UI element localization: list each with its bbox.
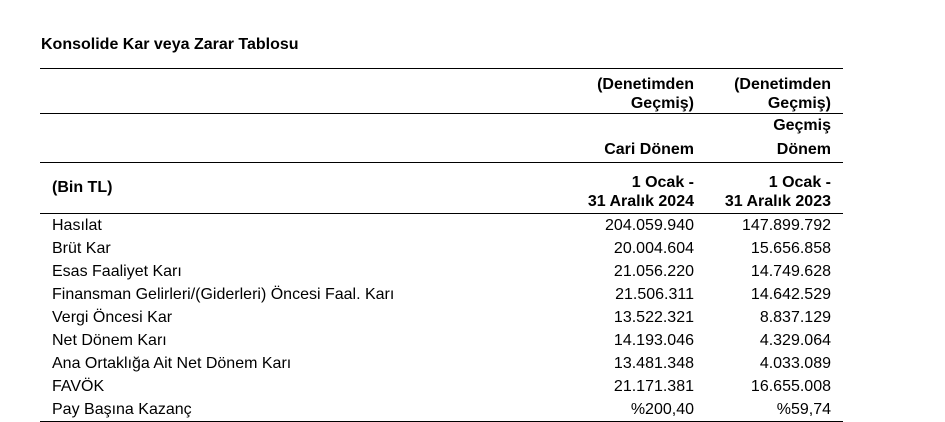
row-label: Hasılat (52, 216, 102, 234)
header-range-previous (706, 163, 843, 214)
current-value: %200,40 (630, 400, 694, 418)
previous-value: 14.642.529 (750, 285, 831, 303)
header-empty-cell (40, 114, 512, 163)
header-row-period-ranges (40, 163, 843, 214)
previous-value: 14.749.628 (750, 262, 831, 280)
previous-value: 4.329.064 (759, 331, 831, 349)
current-value: 13.522.321 (613, 308, 694, 326)
audit-line-1: (Denetimden (734, 76, 831, 93)
header-row-audit-status (40, 69, 843, 114)
current-value: 21.056.220 (613, 262, 694, 280)
table-row (40, 329, 843, 352)
row-label: Vergi Öncesi Kar (52, 308, 173, 326)
table-row (40, 237, 843, 260)
row-label: Pay Başına Kazanç (52, 400, 192, 418)
statement-title: Konsolide Kar veya Zarar Tablosu (41, 36, 299, 53)
previous-value: 147.899.792 (742, 216, 831, 234)
table-row (40, 260, 843, 283)
row-label: Net Dönem Karı (52, 331, 167, 349)
previous-value: 8.837.129 (759, 308, 831, 326)
header-range-current (512, 163, 706, 214)
row-label: Brüt Kar (52, 239, 111, 257)
header-audit-current (512, 69, 706, 114)
audit-line-2: Geçmiş) (767, 95, 831, 112)
row-label: Ana Ortaklığa Ait Net Dönem Karı (52, 354, 292, 372)
income-statement-table (40, 68, 843, 422)
row-label: FAVÖK (52, 377, 105, 395)
previous-value: %59,74 (776, 400, 831, 418)
current-value: 21.171.381 (613, 377, 694, 395)
header-audit-previous (706, 69, 843, 114)
row-label: Esas Faaliyet Karı (52, 262, 182, 280)
header-empty-cell (40, 69, 512, 114)
unit-label: (Bin TL) (52, 178, 113, 196)
audit-line-1: (Denetimden (597, 76, 694, 93)
previous-value: 15.656.858 (750, 239, 831, 257)
table-row (40, 306, 843, 329)
table-row (40, 398, 843, 422)
range-line-2: 31 Aralık 2023 (724, 193, 831, 210)
current-value: 204.059.940 (605, 216, 694, 234)
table-row (40, 214, 843, 238)
table-row (40, 352, 843, 375)
range-line-2: 31 Aralık 2024 (587, 193, 694, 210)
range-line-1: 1 Ocak - (768, 174, 831, 191)
current-value: 21.506.311 (615, 285, 694, 303)
table-row (40, 375, 843, 398)
previous-value: 4.033.089 (759, 354, 831, 372)
previous-value: 16.655.008 (750, 377, 831, 395)
range-line-1: 1 Ocak - (631, 174, 694, 191)
current-value: 14.193.046 (613, 331, 694, 349)
header-period-current: Cari Dönem (604, 141, 694, 158)
header-period-previous: Geçmiş Dönem (773, 117, 831, 158)
current-value: 13.481.348 (613, 354, 694, 372)
row-label: Finansman Gelirleri/(Giderleri) Öncesi Faal. Karı (52, 285, 395, 303)
audit-line-2: Geçmiş) (630, 95, 694, 112)
table-row (40, 283, 843, 306)
header-row-period-names (40, 114, 843, 163)
current-value: 20.004.604 (613, 239, 694, 257)
